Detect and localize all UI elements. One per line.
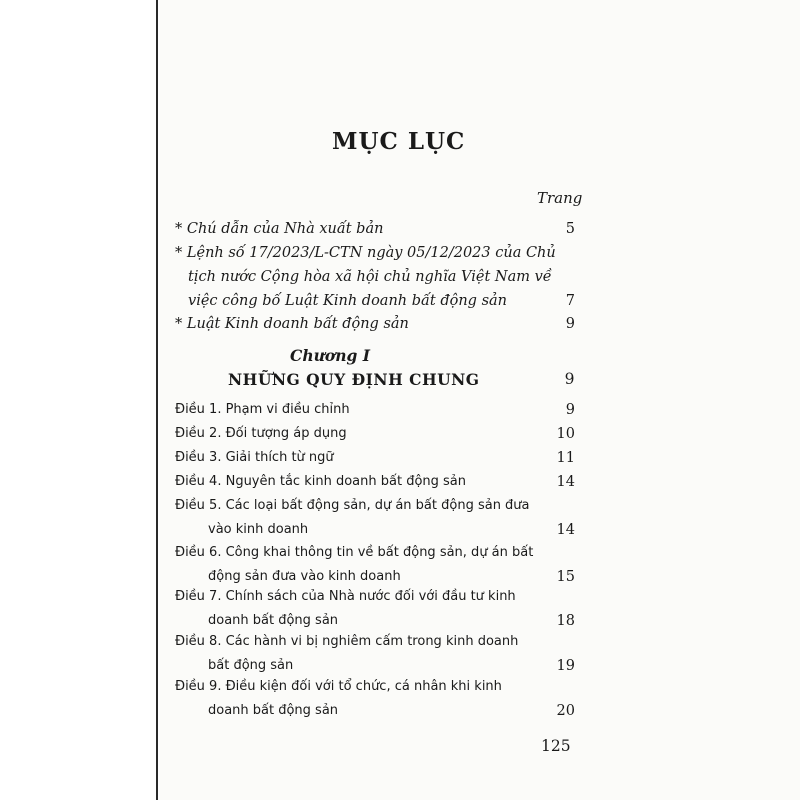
toc-article-page: 14 bbox=[556, 474, 575, 490]
toc-entry-line: việc công bố Luật Kinh doanh bất động sản bbox=[188, 293, 507, 309]
page-column-header: Trang bbox=[537, 189, 583, 207]
chapter-heading: Chương I bbox=[290, 346, 370, 365]
toc-entry-page: 9 bbox=[565, 316, 575, 332]
toc-article-line: Điều 8. Các hành vi bị nghiêm cấm trong kinh doanh bbox=[175, 634, 519, 649]
toc-article bbox=[175, 470, 575, 494]
toc-article-page: 18 bbox=[556, 613, 575, 629]
toc-article-page: 15 bbox=[556, 569, 575, 585]
toc-entry-publisher-note bbox=[175, 217, 575, 241]
toc-article bbox=[175, 398, 575, 422]
toc-article-page: 9 bbox=[565, 402, 575, 418]
toc-entry-page: 5 bbox=[565, 221, 575, 237]
toc-article-page: 14 bbox=[556, 522, 575, 538]
toc-article-line: Điều 6. Công khai thông tin về bất động sản, dự án bất bbox=[175, 545, 534, 560]
toc-entry-line: * Lệnh số 17/2023/L-CTN ngày 05/12/2023 của Chủ bbox=[175, 245, 556, 261]
toc-article bbox=[175, 585, 575, 633]
toc-entry-line: tịch nước Cộng hòa xã hội chủ nghĩa Việt Nam về bbox=[188, 269, 552, 285]
toc-article-line: Điều 7. Chính sách của Nhà nước đối với đầu tư kinh bbox=[175, 589, 516, 604]
toc-entry-law bbox=[175, 312, 575, 336]
toc-article-line: Điều 2. Đối tượng áp dụng bbox=[175, 426, 347, 441]
toc-article-page: 11 bbox=[556, 450, 575, 466]
toc-article-line: bất động sản bbox=[208, 658, 294, 673]
toc-article-line: Điều 5. Các loại bất động sản, dự án bất động sản đưa bbox=[175, 498, 530, 513]
toc-article bbox=[175, 422, 575, 446]
toc-article-line: động sản đưa vào kinh doanh bbox=[208, 569, 401, 584]
toc-entry-page: 7 bbox=[565, 293, 575, 309]
toc-entry-line: * Chú dẫn của Nhà xuất bản bbox=[175, 221, 384, 237]
binding-line bbox=[156, 0, 158, 800]
toc-article bbox=[175, 446, 575, 470]
toc-article-line: Điều 1. Phạm vi điều chỉnh bbox=[175, 402, 350, 417]
toc-article bbox=[175, 494, 575, 542]
toc-article bbox=[175, 630, 575, 678]
toc-entry-line: * Luật Kinh doanh bất động sản bbox=[175, 316, 409, 332]
toc-article bbox=[175, 541, 575, 589]
toc-article-line: Điều 4. Nguyên tắc kinh doanh bất động sản bbox=[175, 474, 467, 489]
chapter-page: 9 bbox=[564, 370, 575, 388]
toc-article-line: doanh bất động sản bbox=[208, 703, 339, 718]
toc-article-page: 19 bbox=[556, 658, 575, 674]
toc-article-page: 10 bbox=[556, 426, 575, 442]
toc-article-line: vào kinh doanh bbox=[208, 522, 309, 537]
toc-article-page: 20 bbox=[556, 703, 575, 719]
page-number: 125 bbox=[541, 737, 571, 755]
toc-entry-order bbox=[175, 241, 575, 313]
toc-article bbox=[175, 675, 575, 723]
toc-article-line: Điều 3. Giải thích từ ngữ bbox=[175, 450, 334, 465]
page-title: MỤC LỤC bbox=[332, 128, 466, 155]
toc-article-line: Điều 9. Điều kiện đối với tổ chức, cá nhân khi kinh bbox=[175, 679, 502, 694]
chapter-title: NHỮNG QUY ĐỊNH CHUNG bbox=[228, 370, 480, 389]
toc-article-line: doanh bất động sản bbox=[208, 613, 339, 628]
